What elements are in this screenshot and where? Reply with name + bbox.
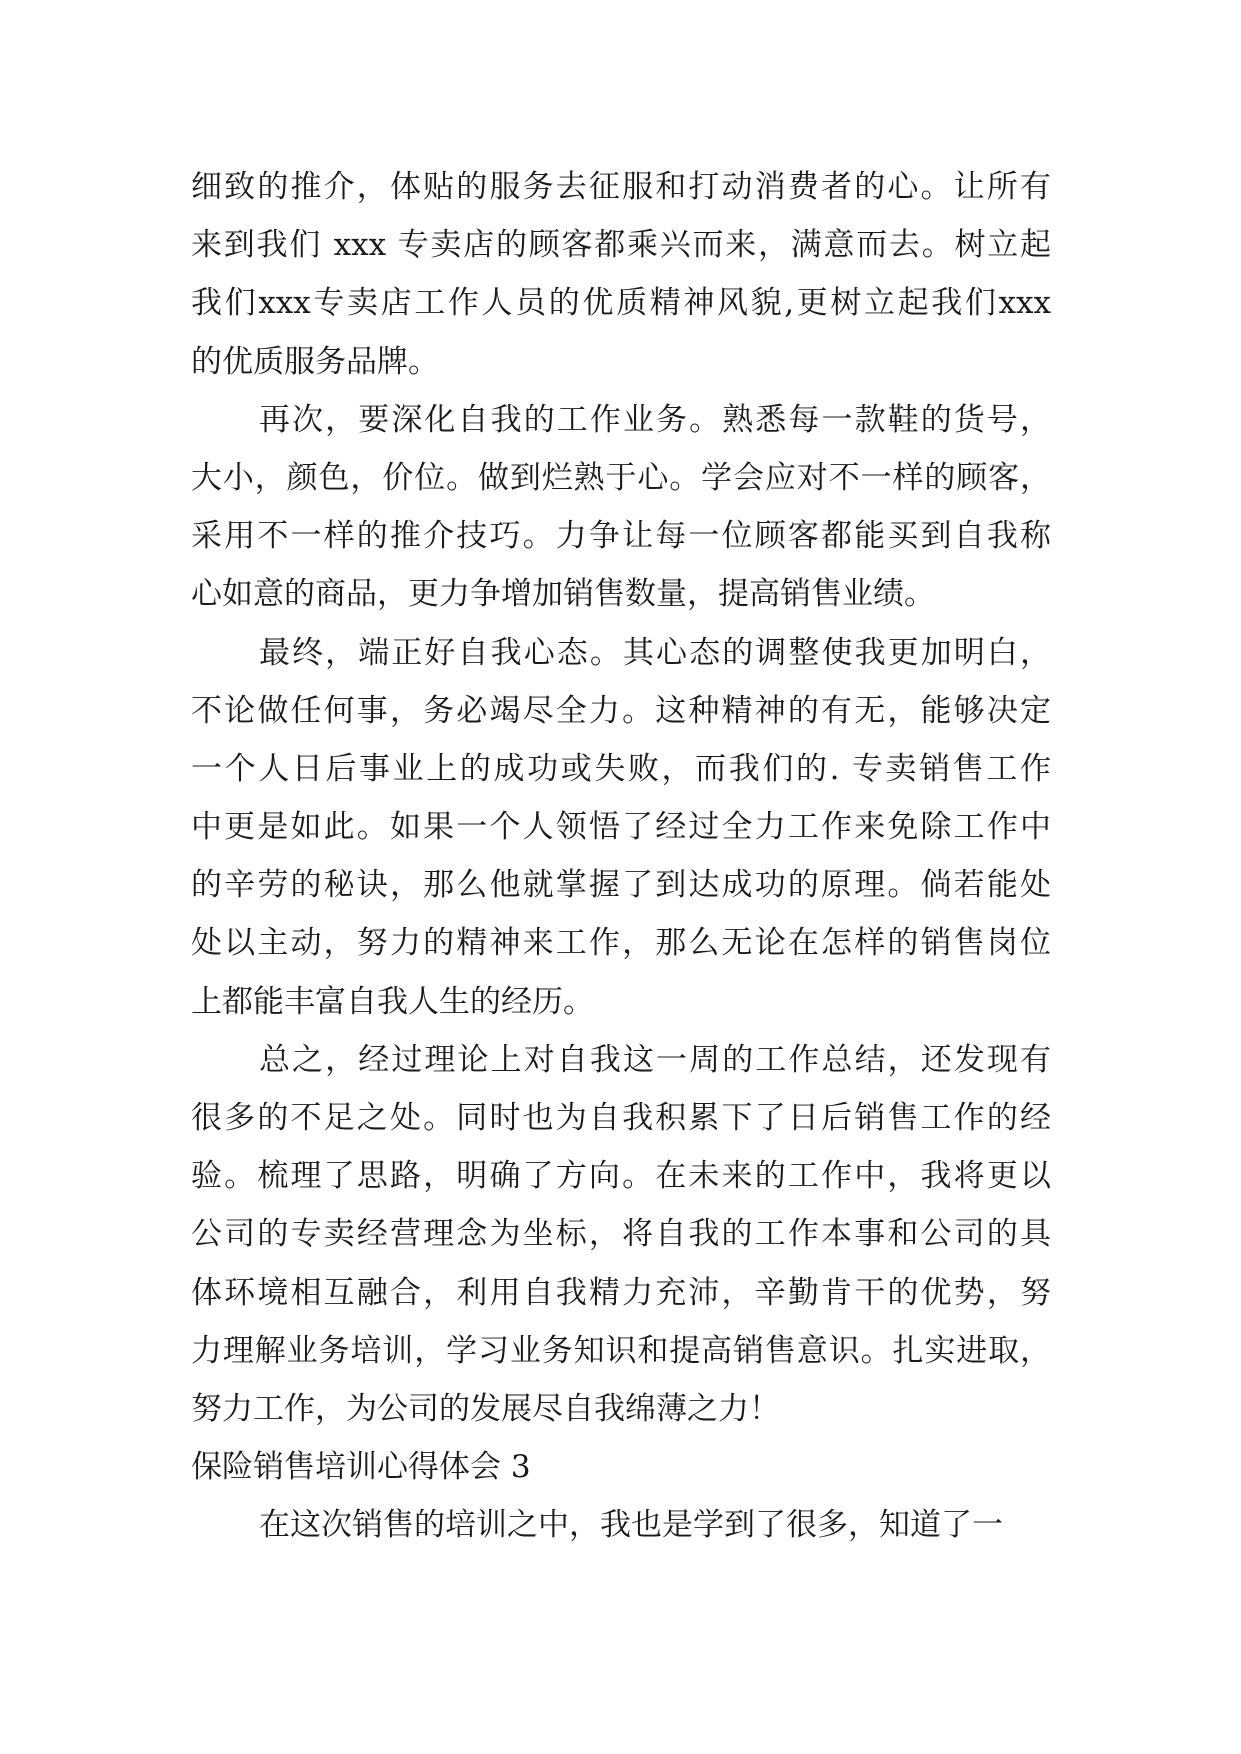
section-heading: 保险销售培训心得体会 3 — [191, 1449, 531, 1486]
paragraph-5 — [191, 1496, 1051, 1554]
text-line: 努力工作，为公司的发展尽自我绵薄之力！ — [191, 1390, 780, 1427]
text-line: 总之，经过理论上对自我这一周的工作总结，还发现有 — [259, 1041, 1051, 1078]
text-line: 我们xxx专卖店工作人员的优质精神风貌,更树立起我们xxx — [191, 285, 1051, 322]
text-line: 不论做任何事，务必竭尽全力。这种精神的有无，能够决定 — [191, 692, 1051, 729]
text-line: 中更是如此。如果一个人领悟了经过全力工作来免除工作中 — [191, 809, 1051, 846]
paragraph-3 — [191, 624, 1051, 1031]
text-line: 再次，要深化自我的工作业务。熟悉每一款鞋的货号， — [259, 401, 1051, 438]
text-line: 的优质服务品牌。 — [191, 343, 439, 380]
text-line: 的辛劳的秘诀，那么他就掌握了到达成功的原理。倘若能处 — [191, 867, 1051, 904]
text-line: 很多的不足之处。同时也为自我积累下了日后销售工作的经 — [191, 1100, 1051, 1136]
text-line: 在这次销售的培训之中，我也是学到了很多，知道了一 — [259, 1507, 1003, 1544]
text-line: 公司的专卖经营理念为坐标，将自我的工作本事和公司的具 — [191, 1216, 1051, 1253]
paragraph-2 — [191, 391, 1051, 624]
text-line: 采用不一样的推介技巧。力争让每一位顾客都能买到自我称 — [191, 518, 1051, 555]
text-line: 大小，颜色，价位。做到烂熟于心。学会应对不一样的顾客， — [191, 459, 1051, 496]
paragraph-4 — [191, 1031, 1051, 1438]
paragraph-1 — [191, 158, 1051, 391]
text-line: 力理解业务培训，学习业务知识和提高销售意识。扎实进取， — [191, 1332, 1051, 1369]
text-line: 最终，端正好自我心态。其心态的调整使我更加明白， — [259, 634, 1051, 671]
text-line: 细致的推介，体贴的服务去征服和打动消费者的心。让所有 — [191, 169, 1051, 205]
text-line: 上都能丰富自我人生的经历。 — [191, 983, 594, 1020]
text-line: 验。梳理了思路，明确了方向。在未来的工作中，我将更以 — [191, 1158, 1051, 1195]
text-line: 一个人日后事业上的成功或失败，而我们的. 专卖销售工作 — [191, 750, 1051, 787]
text-line: 体环境相互融合，利用自我精力充沛，辛勤肯干的优势，努 — [191, 1274, 1051, 1311]
document-body — [191, 158, 1051, 1555]
text-line: 来到我们 xxx 专卖店的顾客都乘兴而来，满意而去。树立起 — [191, 227, 1051, 264]
text-line: 处以主动，努力的精神来工作，那么无论在怎样的销售岗位 — [191, 925, 1051, 962]
text-line: 心如意的商品，更力争增加销售数量，提高销售业绩。 — [191, 576, 935, 613]
